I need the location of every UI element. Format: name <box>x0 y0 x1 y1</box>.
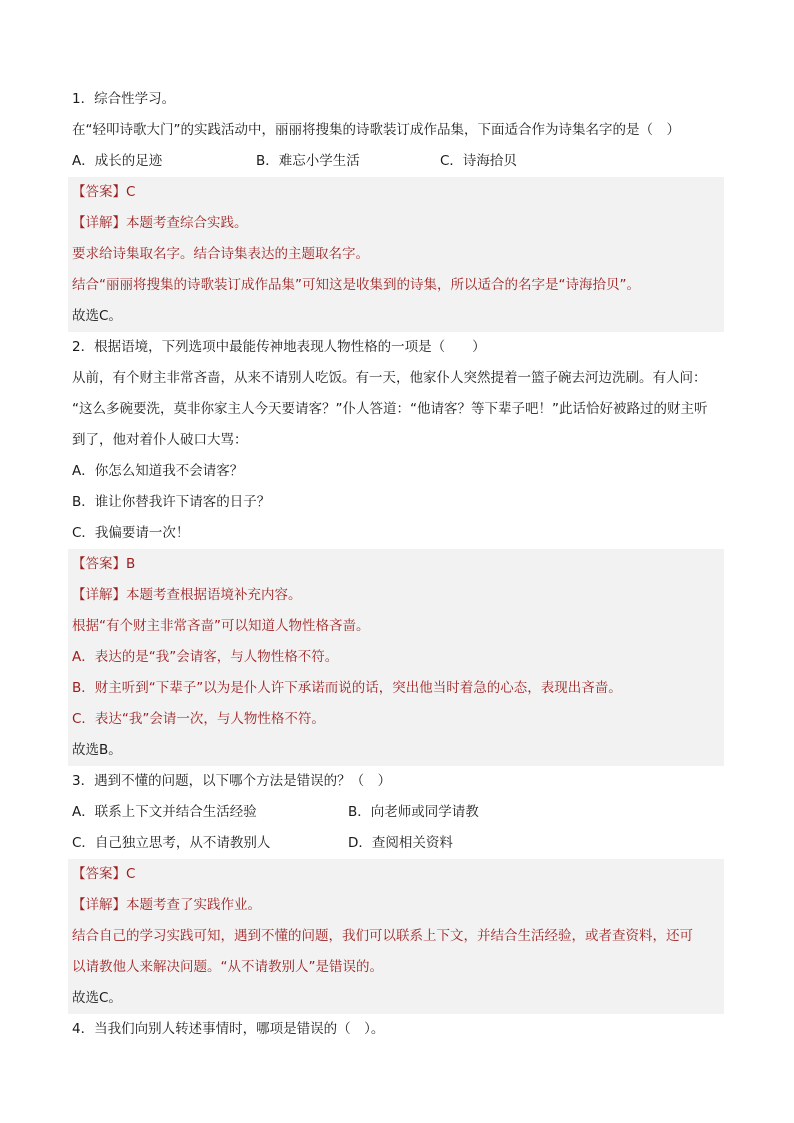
q2-explanation-2: A．表达的是“我”会请客，与人物性格不符。 <box>68 642 724 673</box>
answer-tag: 【答案】 <box>72 184 126 200</box>
q2-passage-1: 从前，有个财主非常吝啬，从来不请别人吃饭。有一天，他家仆人突然提着一篮子碗去河边洗刷。有人问： <box>72 370 707 386</box>
q1-detail <box>68 208 724 239</box>
q3-options-row-2 <box>68 828 724 859</box>
q1-explanation-1: 要求给诗集取名字。结合诗集表达的主题取名字。 <box>68 239 724 270</box>
q2-explanation-1: 根据“有个财主非常吝啬”可以知道人物性格吝啬。 <box>68 611 724 642</box>
q1-option-b: B．难忘小学生活 <box>256 153 360 169</box>
q1-answer <box>68 177 724 208</box>
q3-options-row-1 <box>68 797 724 828</box>
detail-tag: 【详解】 <box>72 587 126 603</box>
q3-explanation-2: 以请教他人来解决问题。“从不请教别人”是错误的。 <box>68 952 724 983</box>
q3-choice: 故选C。 <box>68 983 724 1014</box>
detail-tag: 【详解】 <box>72 215 126 231</box>
q1-answer-value: C <box>126 184 136 200</box>
q1-detail-text: 本题考查综合实践。 <box>126 215 248 231</box>
q3-answer-value: C <box>126 866 136 882</box>
q2-explanation-4: C．表达“我”会请一次，与人物性格不符。 <box>68 704 724 735</box>
q3-detail <box>68 890 724 921</box>
q1-stem: 在“轻叩诗歌大门”的实践活动中，丽丽将搜集的诗歌装订成作品集，下面适合作为诗集名字的是（ ） <box>72 122 680 138</box>
q1-choice: 故选C。 <box>68 301 724 332</box>
q1-options <box>68 146 724 177</box>
answer-tag: 【答案】 <box>72 866 126 882</box>
q2-detail-text: 本题考查根据语境补充内容。 <box>126 587 302 603</box>
q1-option-a: A．成长的足迹 <box>72 153 163 169</box>
q2-passage-2: “这么多碗要洗，莫非你家主人今天要请客？”仆人答道：“他请客？等下辈子吧！”此话恰好被路过的财主听 <box>72 401 708 417</box>
q2-option-a: A．你怎么知道我不会请客？ <box>72 463 244 479</box>
q2-explanation-3: B．财主听到“下辈子”以为是仆人许下承诺而说的话，突出他当时着急的心态，表现出吝啬。 <box>68 673 724 704</box>
q3-option-c: C．自己独立思考，从不请教别人 <box>72 835 271 851</box>
q1-explanation-2: 结合“丽丽将搜集的诗歌装订成作品集”可知这是收集到的诗集，所以适合的名字是“诗海拾贝”。 <box>68 270 724 301</box>
q2-choice: 故选B。 <box>68 735 724 766</box>
q3-option-b: B．向老师或同学请教 <box>348 804 479 820</box>
q1-option-c: C．诗海拾贝 <box>440 153 517 169</box>
q3-detail-text: 本题考查了实践作业。 <box>126 897 261 913</box>
q3-answer <box>68 859 724 890</box>
q3-explanation-1: 结合自己的学习实践可知，遇到不懂的问题，我们可以联系上下文，并结合生活经验，或者查资料，还可 <box>68 921 724 952</box>
q2-detail <box>68 580 724 611</box>
q2-answer-value: B <box>126 556 136 572</box>
detail-tag: 【详解】 <box>72 897 126 913</box>
q3-title: 3．遇到不懂的问题，以下哪个方法是错误的？（ ） <box>72 773 392 789</box>
answer-tag: 【答案】 <box>72 556 126 572</box>
q2-title: 2．根据语境，下列选项中最能传神地表现人物性格的一项是（ ） <box>72 339 486 355</box>
q3-option-d: D．查阅相关资料 <box>348 835 453 851</box>
q2-answer <box>68 549 724 580</box>
q2-option-c: C．我偏要请一次！ <box>72 525 190 541</box>
q3-option-a: A．联系上下文并结合生活经验 <box>72 804 257 820</box>
q2-passage-3: 到了，他对着仆人破口大骂： <box>72 432 248 448</box>
document-content <box>68 84 724 1045</box>
q2-option-b: B．谁让你替我许下请客的日子？ <box>72 494 271 510</box>
q1-title: 1．综合性学习。 <box>72 91 176 107</box>
q4-title: 4．当我们向别人转述事情时，哪项是错误的（ ）。 <box>72 1021 385 1037</box>
